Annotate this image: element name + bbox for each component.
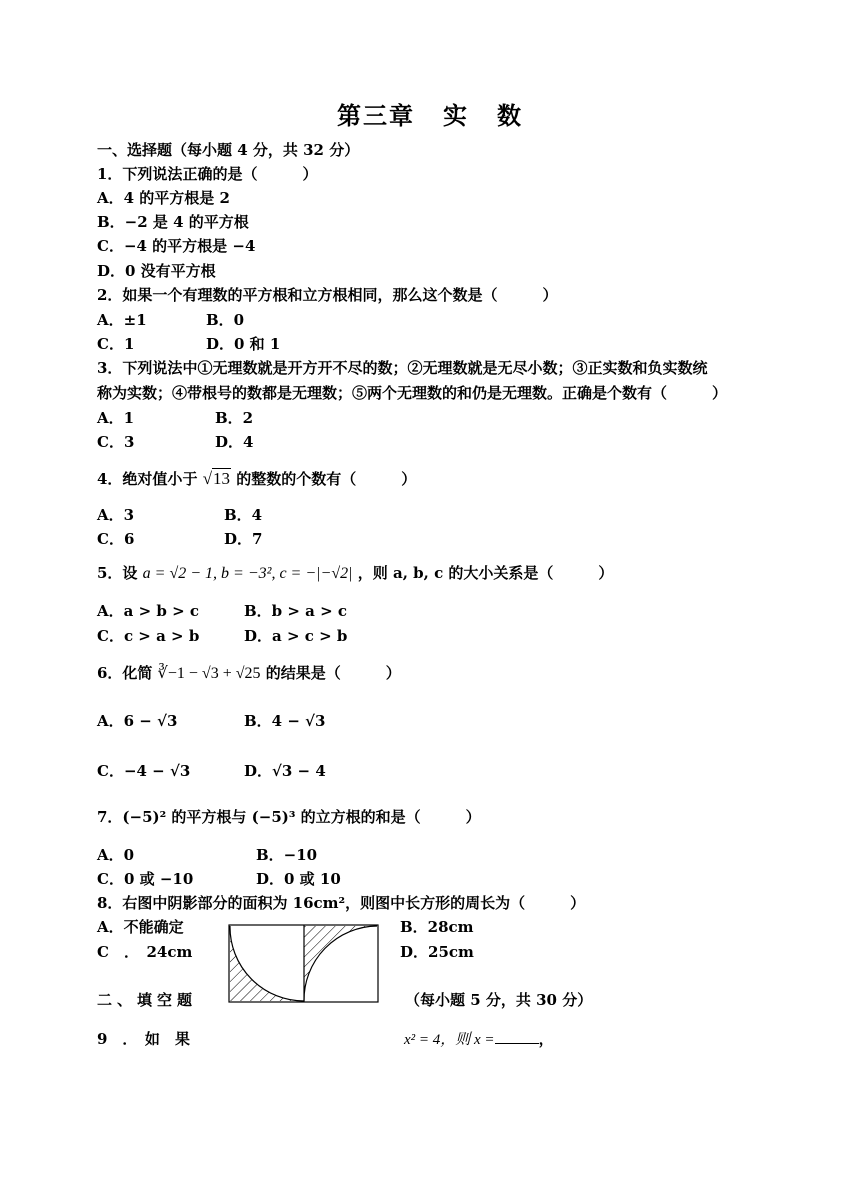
q9-answer-blank bbox=[495, 1043, 539, 1044]
q3-option-b: B．2 bbox=[215, 409, 254, 427]
title-chapter: 第三章 bbox=[337, 101, 415, 130]
q2-option-c: C．1 bbox=[97, 335, 135, 353]
q3-option-c: C．3 bbox=[97, 433, 135, 451]
q4-stem-post: 的整数的个数有（ ） bbox=[236, 470, 417, 488]
page-title bbox=[0, 96, 860, 131]
q4-stem bbox=[97, 470, 416, 488]
q1-option-b: B．−2 是 4 的平方根 bbox=[97, 213, 249, 231]
q7-option-d: D．0 或 10 bbox=[256, 870, 341, 888]
q8-option-a: A．不能确定 bbox=[97, 918, 184, 936]
title-word-1: 实 bbox=[443, 101, 469, 130]
q6-option-b: B．4 − √3 bbox=[244, 712, 326, 730]
q5-option-d: D．a > c > b bbox=[244, 627, 348, 645]
q7-option-a: A．0 bbox=[97, 846, 135, 864]
q5-stem-post: ，则 a, b, c 的大小关系是（ ） bbox=[357, 564, 614, 582]
q5-stem-pre: 5．设 bbox=[97, 564, 138, 582]
q6-stem-post: 的结果是（ ） bbox=[265, 664, 401, 682]
q3-stem-line-2: 称为实数；④带根号的数都是无理数；⑤两个无理数的和仍是无理数。正确是个数有（ ） bbox=[97, 384, 728, 402]
q6-option-c: C．−4 − √3 bbox=[97, 762, 191, 780]
q6-stem bbox=[97, 664, 401, 683]
q6-option-a: A．6 − √3 bbox=[97, 712, 178, 730]
q5-stem bbox=[97, 564, 613, 583]
q1-stem: 1．下列说法正确的是（ ） bbox=[97, 165, 318, 183]
q6-option-d: D．√3 − 4 bbox=[244, 762, 326, 780]
q9-stem-post: ， bbox=[538, 1030, 554, 1048]
q5-option-a: A．a > b > c bbox=[97, 602, 200, 620]
q4-option-b: B．4 bbox=[224, 506, 263, 524]
section-heading-fill: 二、填空题 bbox=[97, 991, 198, 1009]
section-heading-fill-scoring: （每小题 5 分，共 30 分） bbox=[405, 991, 593, 1009]
q3-stem-line-1: 3．下列说法中①无理数就是开方开不尽的数；②无理数就是无尽小数；③正实数和负实数统 bbox=[97, 359, 708, 377]
q2-option-a: A．±1 bbox=[97, 311, 147, 329]
title-word-2: 数 bbox=[497, 101, 523, 130]
q3-option-a: A．1 bbox=[97, 409, 135, 427]
q5-expression: a = √2 − 1, b = −3², c = −|−√2| bbox=[142, 565, 353, 582]
q6-expression: ∛−1 − √3 + √25 bbox=[157, 665, 261, 682]
q7-option-b: B．−10 bbox=[256, 846, 318, 864]
q9-stem-right bbox=[404, 1030, 554, 1049]
q8-option-d: D．25cm bbox=[400, 943, 474, 961]
q1-option-d: D．0 没有平方根 bbox=[97, 262, 216, 280]
q2-option-b: B．0 bbox=[206, 311, 245, 329]
q4-option-c: C．6 bbox=[97, 530, 135, 548]
q8-rectangle-figure bbox=[228, 924, 379, 1003]
shaded-region-right bbox=[304, 926, 377, 1001]
q3-option-d: D．4 bbox=[215, 433, 254, 451]
q4-stem-pre: 4．绝对值小于 bbox=[97, 470, 198, 488]
q1-option-c: C．−4 的平方根是 −4 bbox=[97, 237, 256, 255]
q6-stem-pre: 6．化简 bbox=[97, 664, 153, 682]
q8-option-c: C ． 24cm bbox=[97, 943, 193, 961]
q4-option-a: A．3 bbox=[97, 506, 135, 524]
q9-stem-left: 9 ． 如 果 bbox=[97, 1030, 190, 1048]
q4-option-d: D．7 bbox=[224, 530, 263, 548]
q5-option-b: B．b > a > c bbox=[244, 602, 348, 620]
q5-option-c: C．c > a > b bbox=[97, 627, 200, 645]
q4-radicand: 13 bbox=[213, 469, 231, 488]
q8-option-b: B．28cm bbox=[400, 918, 474, 936]
q7-stem: 7．(−5)² 的平方根与 (−5)³ 的立方根的和是（ ） bbox=[97, 808, 481, 826]
q9-equation: x² = 4，则 x = bbox=[404, 1032, 495, 1048]
q2-stem: 2．如果一个有理数的平方根和立方根相同，那么这个数是（ ） bbox=[97, 286, 558, 304]
q7-option-c: C．0 或 −10 bbox=[97, 870, 194, 888]
shaded-region-left bbox=[230, 926, 304, 1001]
q1-option-a: A．4 的平方根是 2 bbox=[97, 189, 230, 207]
q4-radical: √13 bbox=[202, 469, 231, 488]
section-heading-choice: 一、选择题（每小题 4 分，共 32 分） bbox=[97, 141, 360, 159]
q2-option-d: D．0 和 1 bbox=[206, 335, 281, 353]
q8-stem: 8．右图中阴影部分的面积为 16cm²，则图中长方形的周长为（ ） bbox=[97, 894, 586, 912]
